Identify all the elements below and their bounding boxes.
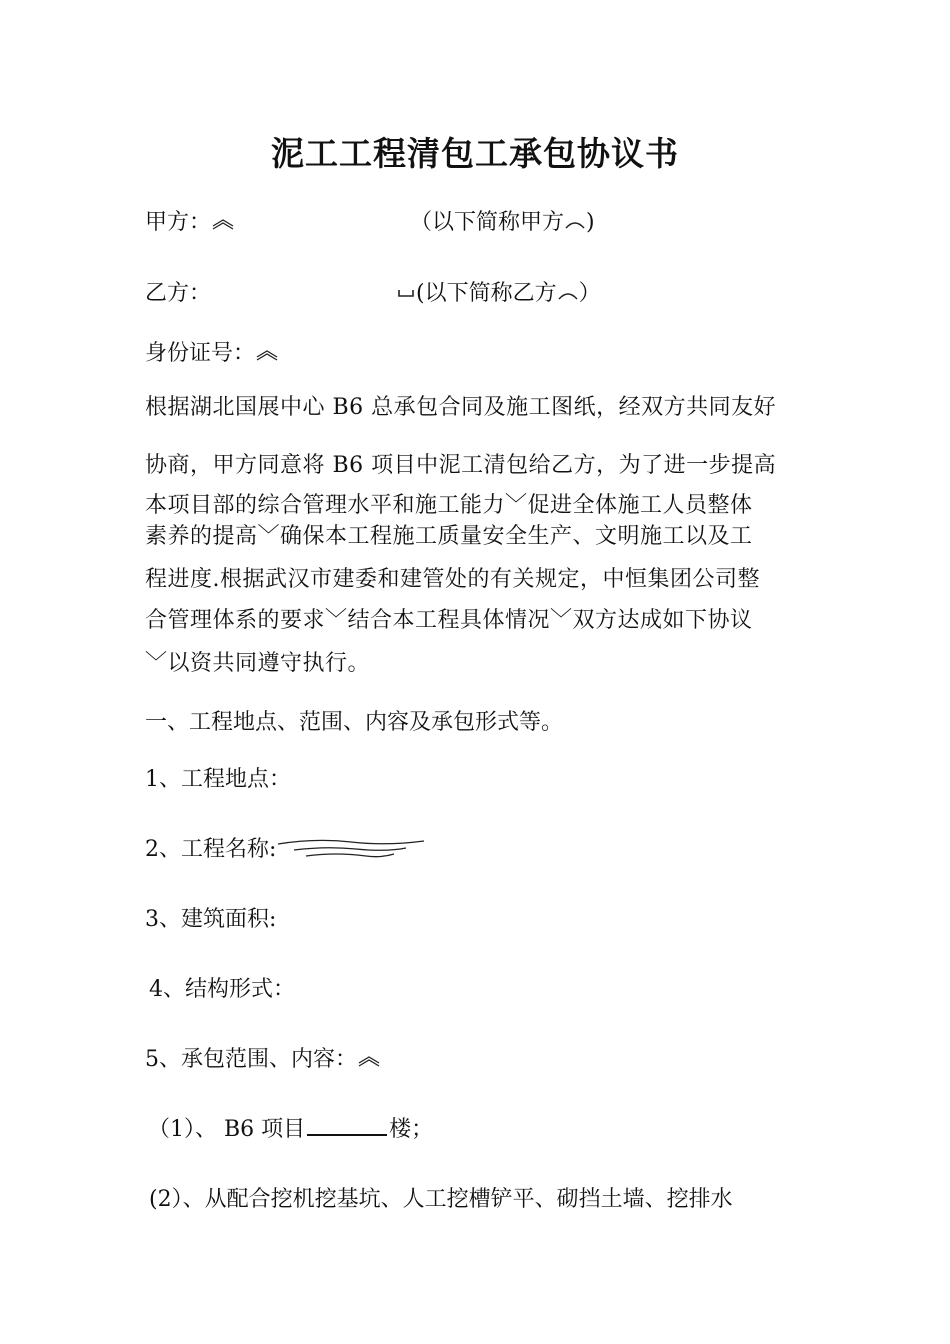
- intro-line: ﹀以资共同遵守执行。: [145, 651, 371, 676]
- party-a-line: [145, 205, 595, 236]
- intro-line: 素养的提高﹀确保本工程施工质量安全生产、文明施工以及工: [145, 524, 753, 549]
- item-building-area: 3、建筑面积:: [145, 907, 277, 932]
- intro-line: 根据湖北国展中心 B6 总承包合同及施工图纸，经双方共同友好: [145, 395, 777, 420]
- item-project-name: 2、工程名称:: [145, 837, 277, 862]
- party-a-note: （以下简称甲方: [410, 210, 565, 235]
- item-project-name-line: [145, 832, 426, 863]
- section-heading: 一、工程地点、范围、内容及承包形式等。: [145, 710, 564, 735]
- item-location: 1、工程地点：: [145, 767, 291, 792]
- placeholder-mark-icon: [357, 1053, 381, 1067]
- sub-item-1-line: [148, 1112, 433, 1143]
- party-a-close: ): [586, 210, 595, 235]
- party-a-label: 甲方：: [145, 210, 212, 235]
- document-title: 泥工工程清包工承包协议书: [271, 134, 679, 173]
- id-number-label: 身份证号：: [145, 341, 256, 366]
- party-b-label: 乙方：: [145, 281, 212, 306]
- placeholder-mark-icon: [564, 216, 586, 230]
- intro-line: 合管理体系的要求﹀结合本工程具体情况﹀双方达成如下协议: [145, 608, 753, 633]
- placeholder-mark-icon: [557, 287, 579, 301]
- sub-item-1-suffix: 楼；: [389, 1117, 434, 1142]
- sub-item-2: (2）、从配合挖机挖基坑、人工挖槽铲平、砌挡土墙、挖排水: [149, 1187, 733, 1212]
- party-b-close: ）: [578, 281, 601, 306]
- id-number-line: [145, 336, 279, 367]
- fill-in-blank: [307, 1114, 387, 1136]
- intro-line: 协商，甲方同意将 B6 项目中泥工清包给乙方，为了进一步提高: [145, 453, 777, 478]
- sub-item-1-prefix: （1）、 B6 项目: [148, 1117, 306, 1142]
- placeholder-mark-icon: [211, 216, 235, 230]
- intro-line: 程进度.根据武汉市建委和建管处的有关规定，中恒集团公司整: [145, 567, 760, 592]
- intro-line: 本项目部的综合管理水平和施工能力﹀促进全体施工人员整体: [145, 493, 753, 518]
- placeholder-mark-icon: [255, 347, 279, 361]
- scribble-icon: [276, 838, 426, 862]
- placeholder-mark-icon: [396, 287, 416, 301]
- party-b-note: (以下简称乙方: [416, 281, 557, 306]
- item-scope-line: [145, 1042, 381, 1073]
- item-structure: 4、结构形式：: [149, 977, 295, 1002]
- party-b-line: [145, 276, 601, 307]
- item-scope: 5、承包范围、内容：: [145, 1047, 357, 1072]
